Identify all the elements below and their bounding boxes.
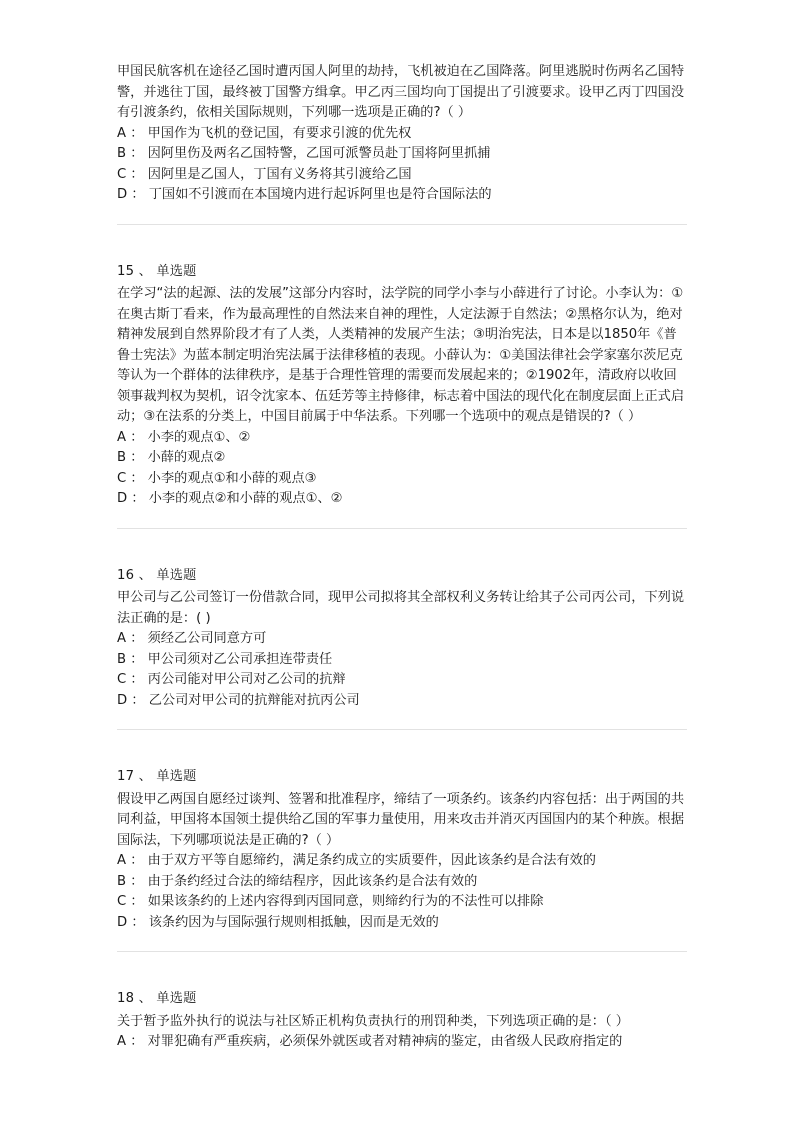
divider	[117, 729, 687, 730]
option-d: D ： 丁国如不引渡而在本国境内进行起诉阿里也是符合国际法的	[117, 187, 492, 202]
question-17	[117, 767, 687, 933]
option-c: C ： 小李的观点①和小薛的观点③	[117, 470, 317, 486]
option-a: A ： 对罪犯确有严重疾病，必须保外就医或者对精神病的鉴定，由省级人民政府指定的	[117, 1034, 623, 1049]
option-a: A ： 小李的观点①、②	[117, 429, 251, 445]
question-header: 18 、 单选题	[117, 991, 197, 1006]
question-18	[117, 989, 687, 1053]
question-stem: 在学习“法的起源、法的发展”这部分内容时，法学院的同学小李与小薛进行了讨论。小李认为：①在奥古斯丁看来，作为最高理性的自然法来自神的理性，人定法源于自然法；②黑格尔认为，绝对精神发展到自然界阶段才有了人类，人类精神的发展产生法；③明治宪法，日本是以1850年《普鲁士宪法》为蓝本制定明治宪法属于法律移植的表现。小薛认为：①美国法律社会学家塞尔茨尼克等认为一个群体的法律秩序，是基于合理性管理的需要而发展起来的；②1902年，清政府以收回领事裁判权为契机，诏令沈家本、伍廷芳等主持修律，标志着中国法的现代化在制度层面上正式启动；③在法系的分类上，中国目前属于中华法系。下列哪一个选项中的观点是错误的?（ ）	[117, 286, 685, 424]
question-16	[117, 566, 687, 712]
option-c: C ： 如果该条约的上述内容得到丙国同意，则缔约行为的不法性可以排除	[117, 894, 544, 909]
divider	[117, 951, 687, 952]
question-stem: 假设甲乙两国自愿经过谈判、签署和批准程序，缔结了一项条约。该条约内容包括：出于两国的共同利益，甲国将本国领土提供给乙国的军事力量使用，用来攻击并消灭丙国国内的某个种族。根据国际法，下列哪项说法是正确的?（ ）	[117, 791, 685, 848]
option-b: B ： 小薛的观点②	[117, 450, 226, 465]
question-header: 16 、 单选题	[117, 567, 197, 583]
option-b: B ： 因阿里伤及两名乙国特警，乙国可派警员赴丁国将阿里抓捕	[117, 146, 491, 161]
option-c: C ： 因阿里是乙国人，丁国有义务将其引渡给乙国	[117, 166, 412, 182]
question-stem: 甲公司与乙公司签订一份借款合同，现甲公司拟将其全部权利义务转让给其子公司丙公司，下列说法正确的是：( )	[117, 590, 685, 626]
question-stem: 关于暂予监外执行的说法与社区矫正机构负责执行的刑罚种类，下列选项正确的是：（ ）	[117, 1013, 629, 1029]
option-d: D ： 该条约因为与国际强行规则相抵触，因而是无效的	[117, 914, 439, 930]
option-b: B ： 甲公司须对乙公司承担连带责任	[117, 651, 333, 667]
option-a: A ： 须经乙公司同意方可	[117, 631, 267, 646]
document-page	[117, 62, 687, 1053]
option-d: D ： 小李的观点②和小薛的观点①、②	[117, 491, 343, 506]
option-a: A ： 甲国作为飞机的登记国，有要求引渡的优先权	[117, 125, 412, 141]
divider	[117, 528, 687, 529]
option-b: B ： 由于条约经过合法的缔结程序，因此该条约是合法有效的	[117, 873, 478, 889]
option-c: C ： 丙公司能对甲公司对乙公司的抗辩	[117, 672, 346, 687]
question-header: 15 、 单选题	[117, 263, 197, 279]
question-15	[117, 262, 687, 510]
option-d: D ： 乙公司对甲公司的抗辩能对抗丙公司	[117, 692, 360, 708]
divider	[117, 224, 687, 225]
option-a: A ： 由于双方平等自愿缔约，满足条约成立的实质要件，因此该条约是合法有效的	[117, 853, 596, 868]
question-stem: 甲国民航客机在途径乙国时遭丙国人阿里的劫持，飞机被迫在乙国降落。阿里逃脱时伤两名乙国特警，并逃往丁国，最终被丁国警方缉拿。甲乙丙三国均向丁国提出了引渡要求。设甲乙丙丁四国没有引渡条约，依相关国际规则，下列哪一选项是正确的?（ ）	[117, 64, 685, 120]
question-header: 17 、 单选题	[117, 769, 197, 784]
question-14	[117, 62, 687, 206]
